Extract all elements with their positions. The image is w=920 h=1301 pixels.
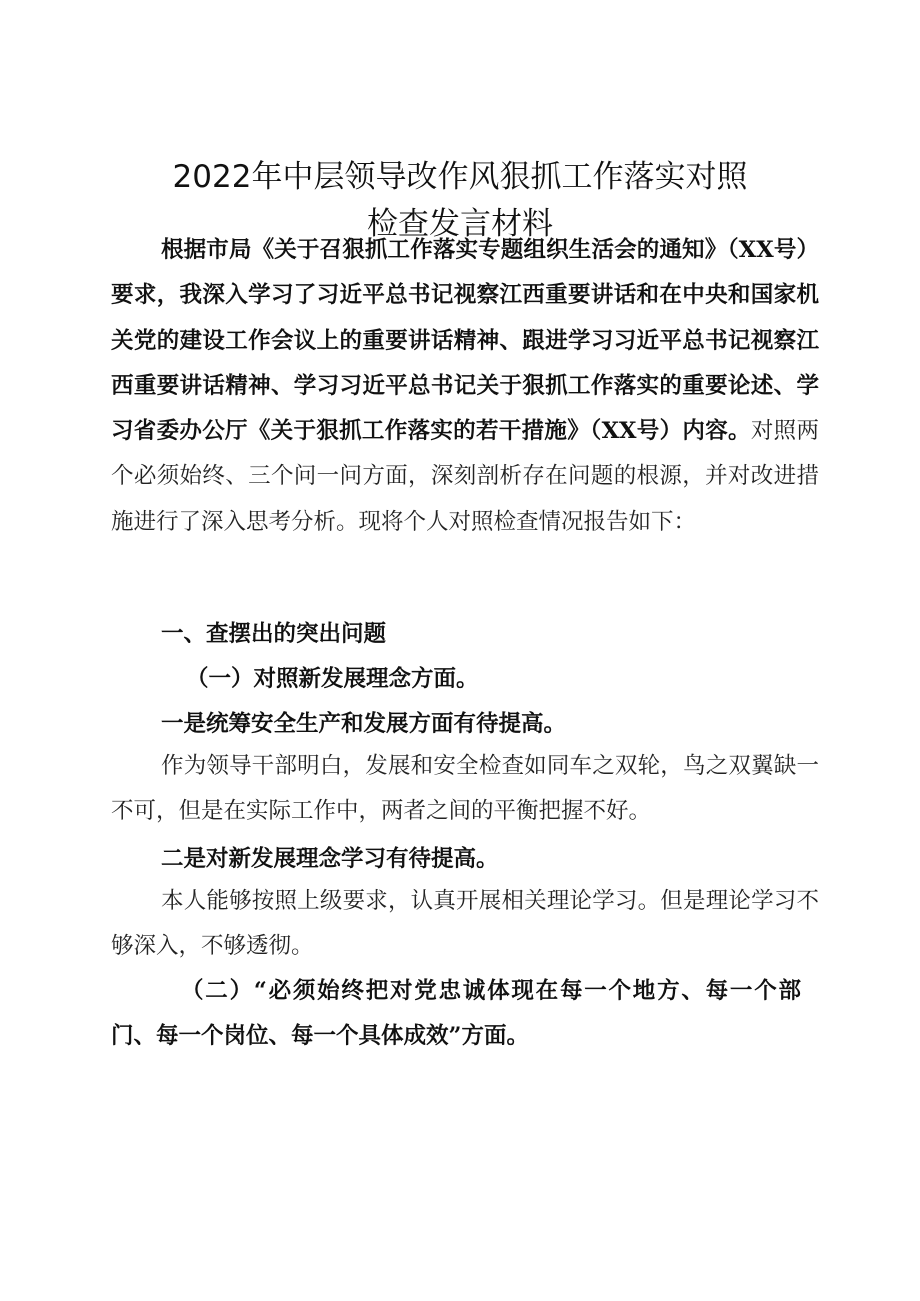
document-title-line-2: 检查发言材料 xyxy=(367,206,553,242)
subsection-heading-2: （二）“必须始终把对党忠诚体现在每一个地方、每一个部门、每一个岗位、每一个具体成效”方面。 xyxy=(111,978,801,1050)
point-heading-1: 一是统筹安全生产和发展方面有待提高。 xyxy=(161,711,567,737)
intro-normal-text: 对照两个必须始终、三个问一问方面，深刻剖析存在问题的根源，并对改进措施进行了深入思考分析。现将个人对照检查情况报告如下： xyxy=(111,418,819,535)
subsection-heading-1: （一）对照新发展理念方面。 xyxy=(186,666,479,692)
section-heading-1: 一、查摆出的突出问题 xyxy=(161,621,387,647)
point-text-2: 本人能够按照上级要求，认真开展相关理论学习。但是理论学习不够深入，不够透彻。 xyxy=(111,888,819,960)
point-text-1: 作为领导干部明白，发展和安全检查如同车之双轮，鸟之双翼缺一不可，但是在实际工作中，两者之间的平衡把握不好。 xyxy=(111,753,819,825)
intro-bold-text: 根据市局《关于召狠抓工作落实专题组织生活会的通知》（XX号）要求，我深入学习了习近平总书记视察江西重要讲话和在中央和国家机关党的建设工作会议上的重要讲话精神、跟进学习习近平总书记视察江西重要讲话精神、学习习近平总书记关于狠抓工作落实的重要论述、学习省委办公厅《关于狠抓工作落实的若干措施》（XX号）内容。 xyxy=(111,237,819,445)
intro-paragraph xyxy=(111,228,819,545)
point-heading-2: 二是对新发展理念学习有待提高。 xyxy=(161,846,499,872)
document-title-line-1: 2022年中层领导改作风狠抓工作落实对照 xyxy=(172,159,748,195)
